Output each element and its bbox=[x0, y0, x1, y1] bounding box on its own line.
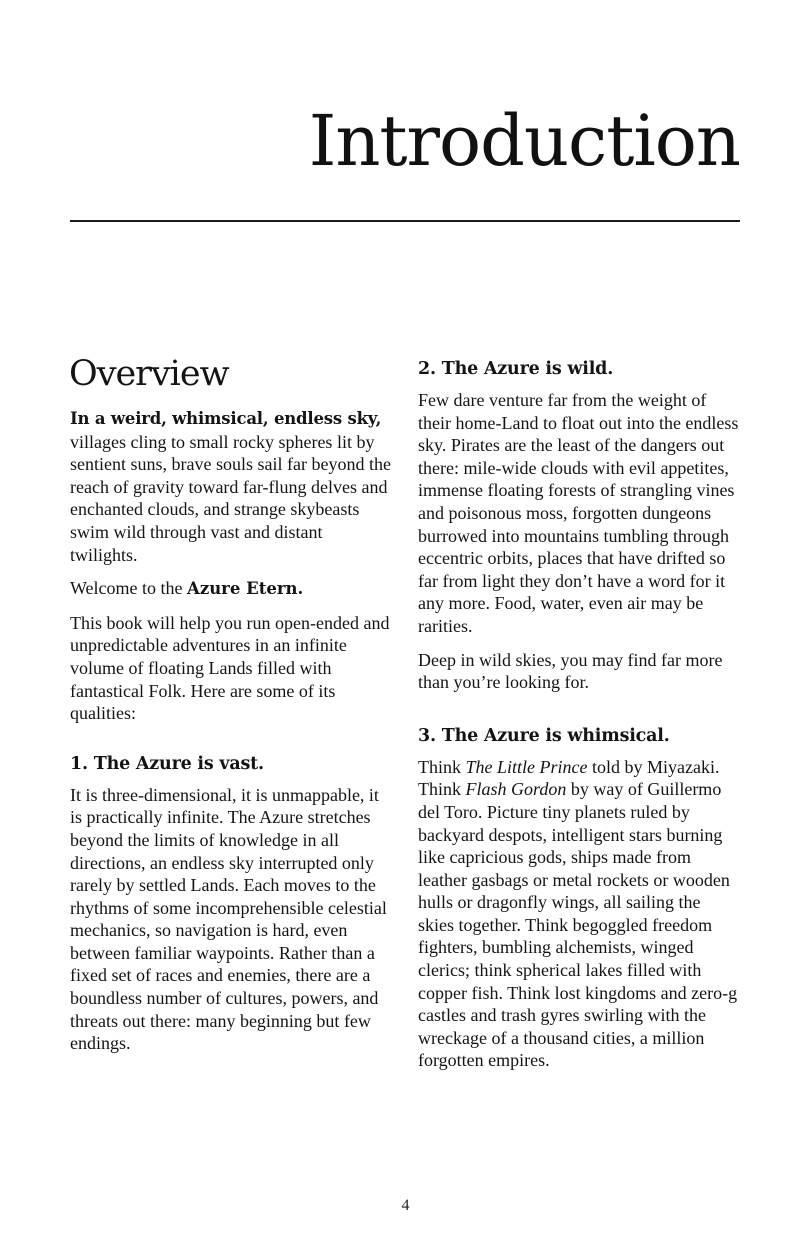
text-run: told by Miyazaki. Think bbox=[418, 756, 720, 800]
spacer bbox=[70, 736, 392, 752]
welcome-paragraph bbox=[70, 577, 392, 601]
right-column bbox=[418, 357, 740, 1083]
intro-paragraph: This book will help you run open-ended and unpredictable adventures in an infinite volume of floating Lands filled with fantastical Folk. Here are some of its qualities: bbox=[70, 612, 390, 724]
page-number: 4 bbox=[401, 1197, 410, 1214]
text-run: Think bbox=[418, 756, 466, 777]
book-title-flash-gordon: Flash Gordon bbox=[465, 779, 567, 800]
left-column bbox=[70, 340, 392, 1066]
quality-heading-wild: 2. The Azure is wild. bbox=[418, 359, 614, 379]
spacer bbox=[418, 705, 740, 724]
title-divider bbox=[70, 220, 740, 222]
welcome-prefix: Welcome to the bbox=[70, 578, 188, 599]
overview-lead-paragraph bbox=[70, 407, 392, 566]
text-run: by way of Guillermo del Toro. Picture tiny planets ruled by backyard despots, intelligent stars burning like capricious gods, ships made from leather gasbags or metal rockets or wooden hulls or dragonfly wings, all sailing the skies together. Think begoggled freedom fighters, bumbling alchemists, winged clerics; think spherical lakes filled with copper fish. Think lost kingdoms and zero-g castles and trash gyres swirling with the wreckage of a thousand cities, a million forgotten empires. bbox=[418, 779, 738, 1071]
overview-heading: Overview bbox=[69, 354, 229, 394]
book-title-little-prince: The Little Prince bbox=[465, 756, 588, 777]
chapter-title: Introduction bbox=[308, 100, 740, 182]
azure-etern-name: Azure Etern. bbox=[187, 579, 304, 599]
lead-bold-text: In a weird, whimsical, endless sky, bbox=[70, 409, 382, 428]
quality-paragraph-wild-2: Deep in wild skies, you may find far more than you’re looking for. bbox=[418, 649, 723, 693]
quality-paragraph-wild: Few dare venture far from the weight of their home-Land to float out into the endless sky. Pirates are the least of the dangers out there: mile-wide clouds with evil appetites, immense floating forests of strangling vines and poisonous moss, forgotten dungeons burrowed into mountains tumbling through eccentric orbits, places that have drifted so far from light they don’t have a word for it any more. Food, water, even air may be rarities. bbox=[418, 390, 739, 636]
lead-body-text: villages cling to small rocky spheres lit by sentient suns, brave souls sail far beyond the reach of gravity toward far-flung delves and enchanted clouds, and strange skybeasts swim wild through vast and distant twilights. bbox=[70, 431, 391, 565]
quality-paragraph-vast: It is three-dimensional, it is unmappable, it is practically infinite. The Azure stretches beyond the limits of knowledge in all directions, an endless sky interrupted only rarely by settled Lands. Each moves to the rhythms of some incomprehensible celestial mechanics, so navigation is hard, even between familiar waypoints. Rather than a fixed set of races and enemies, there are a boundless number of cultures, powers, and threats out there: many beginning but few endings. bbox=[70, 784, 387, 1054]
quality-heading-vast: 1. The Azure is vast. bbox=[70, 753, 264, 774]
quality-paragraph-whimsical bbox=[418, 756, 740, 1072]
quality-heading-whimsical: 3. The Azure is whimsical. bbox=[418, 725, 670, 746]
